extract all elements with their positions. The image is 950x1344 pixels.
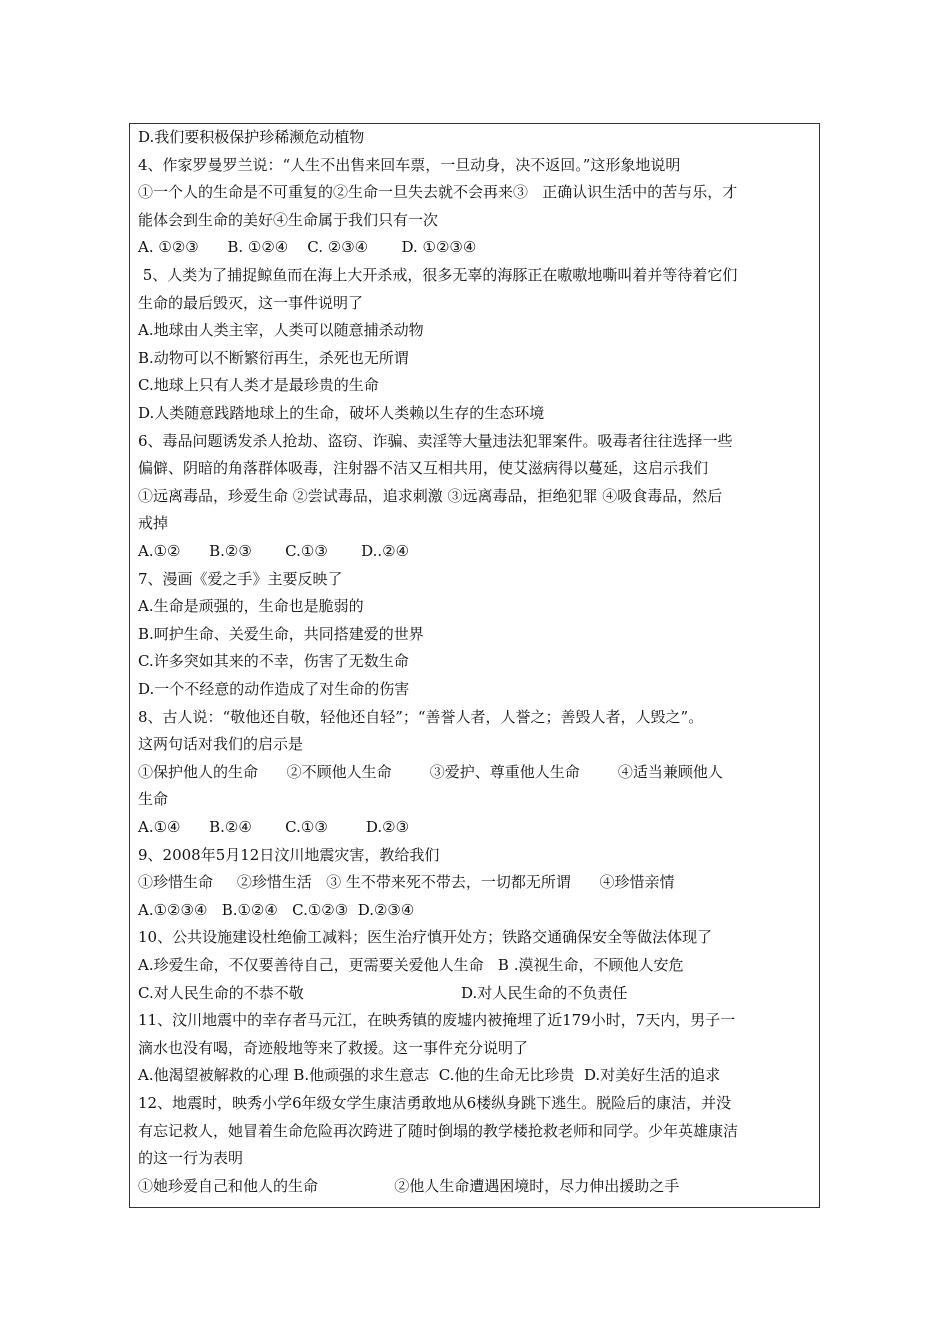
text-line: 这两句话对我们的启示是	[138, 735, 304, 754]
text-line: 8、古人说：“敬他还自敬，轻他还自轻”；“善誉人者，人誉之；善毁人者，人毁之”。	[138, 707, 704, 726]
text-line: A.他渴望被解救的心理 B.他顽强的求生意志 C.他的生命无比珍贵 D.对美好生活的追求	[138, 1066, 721, 1085]
text-line: 9、2008年5月12日汶川地震灾害，教给我们	[138, 845, 440, 864]
text-line: A. ①②③ B. ①②④ C. ②③④ D. ①②③④	[138, 238, 477, 257]
text-line: A.地球由人类主宰，人类可以随意捕杀动物	[138, 321, 424, 340]
text-line: A.①④ B.②④ C.①③ D.②③	[138, 818, 410, 836]
text-line: A.①② B.②③ C.①③ D..②④	[138, 542, 410, 560]
text-line: ①一个人的生命是不可重复的②生命一旦失去就不会再来③ 正确认识生活中的苦与乐，才	[138, 183, 738, 202]
question-frame	[129, 123, 820, 1208]
text-line: 的这一行为表明	[138, 1149, 244, 1168]
text-line: A.①②③④ B.①②④ C.①②③ D.②③④	[138, 900, 415, 919]
text-line: D.一个不经意的动作造成了对生命的伤害	[138, 680, 410, 698]
text-line: ①珍惜生命 ②珍惜生活 ③ 生不带来死不带去，一切都无所谓 ④珍惜亲情	[138, 873, 675, 892]
text-line: B.呵护生命、关爱生命，共同搭建爱的世界	[138, 624, 424, 643]
text-line: C.地球上只有人类才是最珍贵的生命	[138, 376, 379, 395]
text-line: C.对人民生命的不恭不敬 D.对人民生命的不负责任	[138, 983, 628, 1002]
text-line: A.生命是顽强的，生命也是脆弱的	[138, 597, 364, 616]
text-line: 有忘记救人，她冒着生命危险再次跨进了随时倒塌的教学楼抢救老师和同学。少年英雄康洁	[138, 1121, 739, 1140]
text-line: 戒掉	[138, 514, 169, 533]
text-line: B.动物可以不断繁衍再生，杀死也无所谓	[138, 348, 409, 367]
text-line: D.我们要积极保护珍稀濒危动植物	[138, 128, 365, 146]
text-line: 生命	[138, 790, 169, 809]
text-line: 4、作家罗曼罗兰说：“人生不出售来回车票，一旦动身，决不返回。”这形象地说明	[138, 155, 681, 174]
text-line: ①她珍爱自己和他人的生命 ②他人生命遭遇困境时，尽力伸出援助之手	[138, 1176, 680, 1195]
text-line: A.珍爱生命，不仅要善待自己，更需要关爱他人生命 B .漠视生命，不顾他人安危	[138, 956, 684, 974]
text-line: C.许多突如其来的不幸，伤害了无数生命	[138, 652, 409, 671]
text-line: 10、公共设施建设杜绝偷工减料；医生治疗慎开处方；铁路交通确保安全等做法体现了	[138, 928, 713, 947]
text-line: 6、毒品问题诱发杀人抢劫、盗窃、诈骗、卖淫等大量违法犯罪案件。吸毒者往往选择一些	[138, 431, 733, 450]
text-line: 11、汶川地震中的幸存者马元江，在映秀镇的废墟内被掩埋了近179小时，7天内，男子一	[138, 1011, 736, 1030]
text-line: ①保护他人的生命 ②不顾他人生命 ③爱护、尊重他人生命 ④适当兼顾他人	[138, 762, 723, 781]
text-line: 滴水也没有喝，奇迹般地等来了救援。这一事件充分说明了	[138, 1038, 529, 1057]
text-line: D.人类随意践踏地球上的生命，破坏人类赖以生存的生态环境	[138, 404, 545, 422]
text-line: 偏僻、阴暗的角落群体吸毒，注射器不洁又互相共用，使艾滋病得以蔓延，这启示我们	[138, 459, 709, 478]
text-line: 5、人类为了捕捉鲸鱼而在海上大开杀戒，很多无辜的海豚正在嗷嗷地嘶叫着并等待着它们	[138, 266, 738, 284]
text-line: 7、漫画《爱之手》主要反映了	[138, 569, 343, 588]
text-line: 能体会到生命的美好④生命属于我们只有一次	[138, 210, 439, 229]
text-line: ①远离毒品，珍爱生命 ②尝试毒品，追求刺激 ③远离毒品，拒绝犯罪 ④吸食毒品，然后	[138, 486, 723, 505]
text-line: 12、地震时，映秀小学6年级女学生康洁勇敢地从6楼纵身跳下逃生。脱险后的康洁，并没	[138, 1094, 732, 1112]
text-line: 生命的最后毁灭，这一事件说明了	[138, 293, 364, 312]
